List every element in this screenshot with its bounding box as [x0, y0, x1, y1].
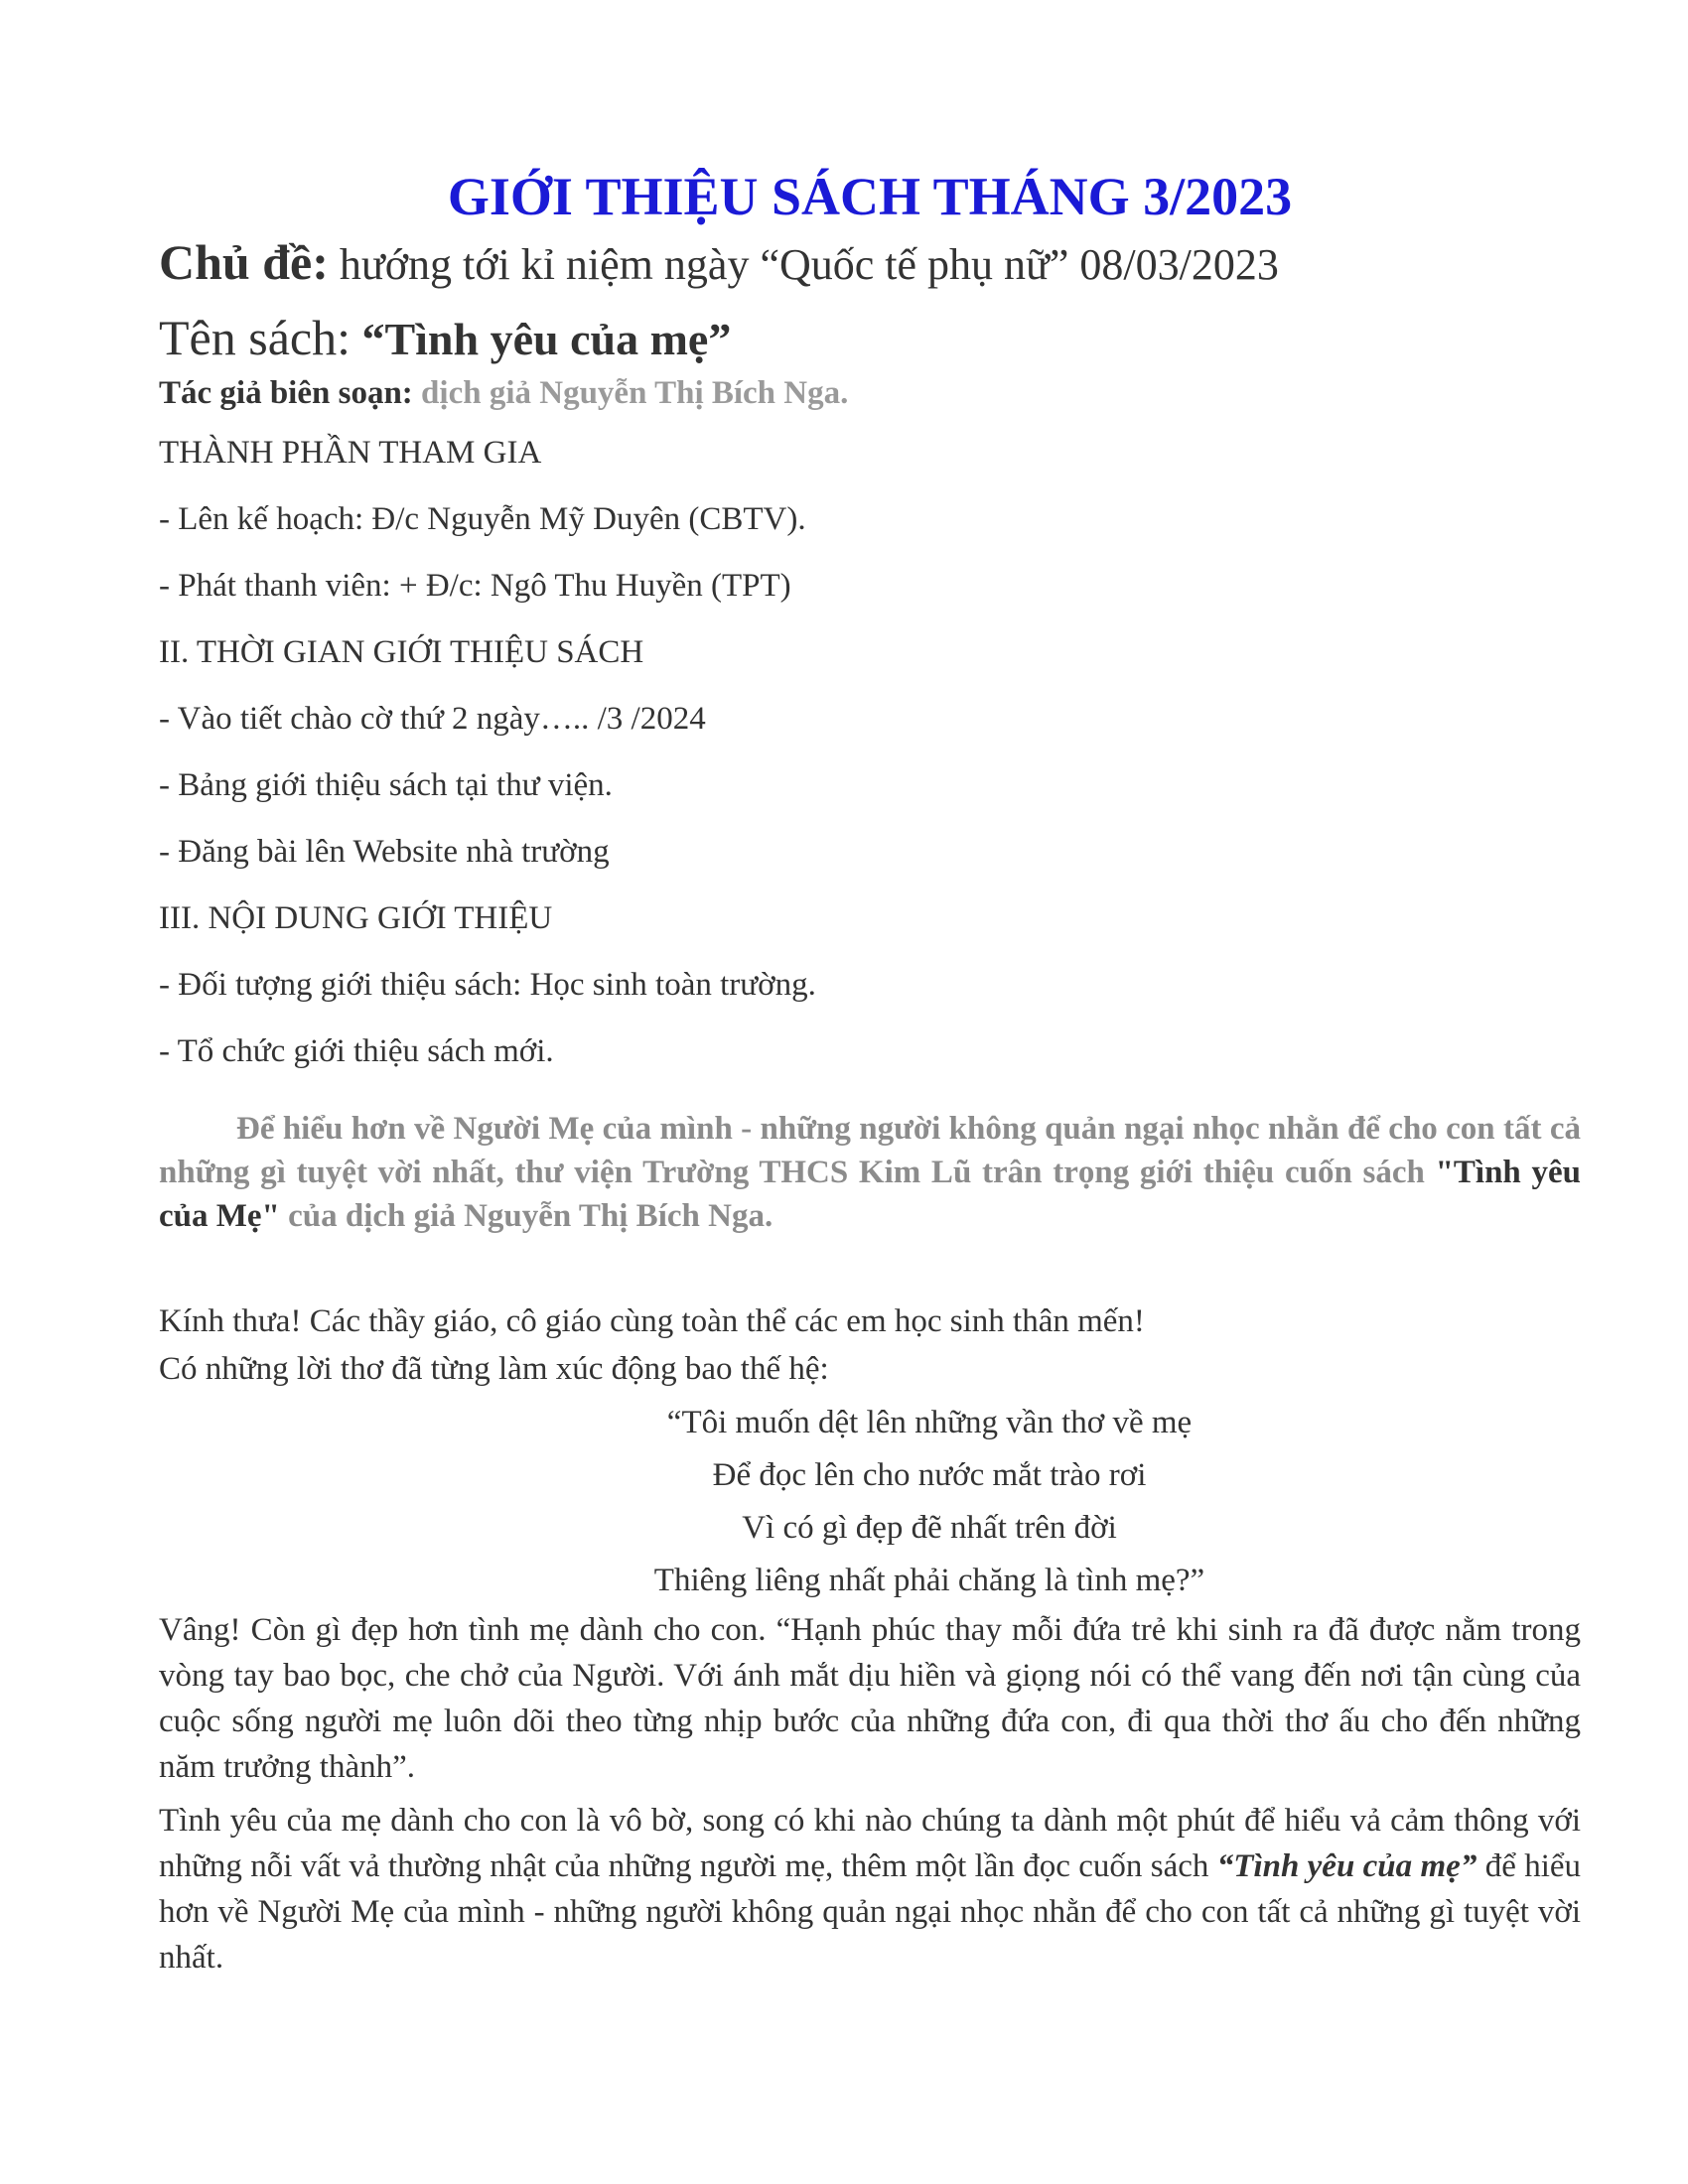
author-line [159, 371, 1581, 415]
document-page [159, 164, 1581, 1988]
topic-value: hướng tới kỉ niệm ngày “Quốc tế phụ nữ” 08/03/2023 [328, 240, 1279, 289]
intro-paragraph [159, 1107, 1581, 1238]
poem [278, 1397, 1581, 1607]
section-heading-participants: THÀNH PHẦN THAM GIA [159, 435, 542, 471]
list-item-date: - Vào tiết chào cờ thứ 2 ngày….. /3 /2024 [159, 701, 706, 737]
body-paragraph-2 [159, 1798, 1581, 1980]
book-name: “Tình yêu của mẹ” [350, 314, 732, 364]
intro-text-start: Để hiểu hơn về Người Mẹ của mình - những người không quản ngại nhọc nhằn để cho con tất cả những gì tuyệt vời nhất, thư viện Trường THCS Kim Lũ trân trọng giới thiệu cuốn sách [159, 1111, 1581, 1190]
list-item-audience: - Đối tượng giới thiệu sách: Học sinh toàn trường. [159, 967, 816, 1003]
list-item-library-board: - Bảng giới thiệu sách tại thư viện. [159, 767, 613, 803]
book-title-line [159, 306, 1581, 371]
intro-text-end: của dịch giả Nguyễn Thị Bích Nga. [279, 1198, 774, 1234]
poem-line: Thiêng liêng nhất phải chăng là tình mẹ?” [653, 1563, 1205, 1598]
para2-text-end: để hiểu hơn về Người Mẹ của mình - những người không quản ngại nhọc nhằn để cho con tất cả những gì tuyệt vời nhất. [159, 1848, 1582, 1976]
section-heading-time: II. THỜI GIAN GIỚI THIỆU SÁCH [159, 634, 644, 670]
list-item-planner: - Lên kế hoạch: Đ/c Nguyễn Mỹ Duyên (CBTV). [159, 501, 806, 537]
intro-book-title: "Tình yêu của Mẹ" [159, 1155, 1581, 1234]
poem-line: Vì có gì đẹp đẽ nhất trên đời [742, 1510, 1117, 1546]
author-value: dịch giả Nguyễn Thị Bích Nga. [412, 375, 849, 411]
para2-text-start: Tình yêu của mẹ dành cho con là vô bờ, song có khi nào chúng ta dành một phút để hiểu vả cảm thông với những nỗi vất vả thường nhật của những người mẹ, thêm một lần đọc cuốn sách [159, 1803, 1581, 1884]
topic-label: Chủ đề: [159, 234, 329, 290]
poem-line: Để đọc lên cho nước mắt trào rơi [712, 1457, 1147, 1493]
author-label: Tác giả biên soạn: [159, 375, 413, 411]
list-item-announcer: - Phát thanh viên: + Đ/c: Ngô Thu Huyền (TPT) [159, 568, 791, 604]
greeting: Kính thưa! Các thầy giáo, cô giáo cùng toàn thể các em học sinh thân mến! [159, 1303, 1145, 1339]
section-heading-content: III. NỘI DUNG GIỚI THIỆU [159, 900, 553, 936]
poem-line: “Tôi muốn dệt lên những vần thơ về mẹ [666, 1405, 1193, 1440]
list-item-organize: - Tổ chức giới thiệu sách mới. [159, 1033, 554, 1069]
poem-intro: Có những lời thơ đã từng làm xúc động bao thế hệ: [159, 1351, 829, 1387]
para2-book-title: “Tình yêu của mẹ” [1216, 1848, 1477, 1884]
body-paragraph-1: Vâng! Còn gì đẹp hơn tình mẹ dành cho con. “Hạnh phúc thay mỗi đứa trẻ khi sinh ra đã được nằm trong vòng tay bao bọc, che chở của Người. Với ánh mắt dịu hiền và giọng nói có thể vang đến nơi tận cùng của cuộc sống người mẹ luôn dõi theo từng nhịp bước của những đứa con, đi qua thời thơ ấu cho đến những năm trưởng thành”. [159, 1612, 1581, 1785]
topic-line [159, 233, 1581, 294]
list-item-website: - Đăng bài lên Website nhà trường [159, 834, 610, 870]
book-label: Tên sách: [159, 310, 351, 365]
page-title: GIỚI THIỆU SÁCH THÁNG 3/2023 [447, 167, 1293, 226]
